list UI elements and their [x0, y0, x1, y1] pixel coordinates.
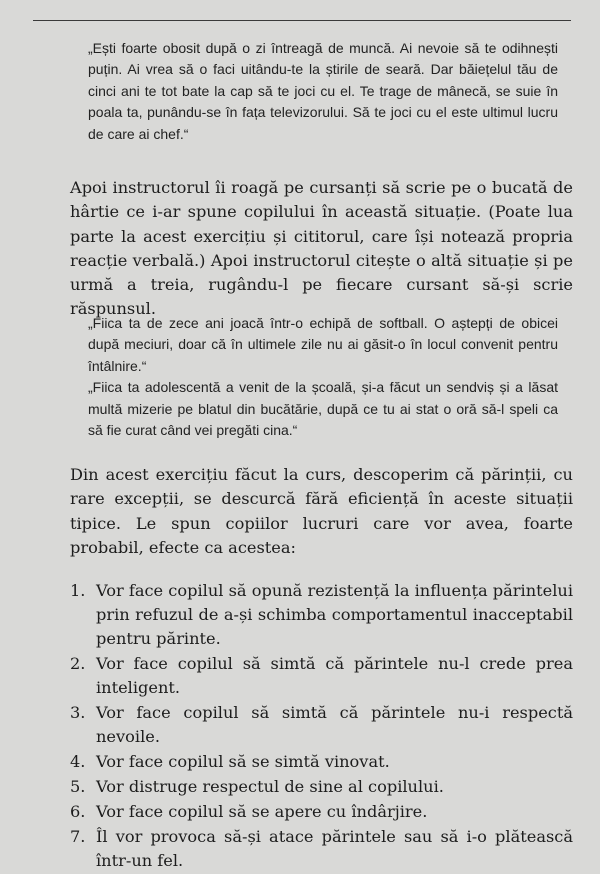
list-item — [70, 579, 573, 651]
list-item-number: 2. — [70, 654, 86, 673]
list-item — [70, 800, 573, 824]
list-item-number: 4. — [70, 752, 86, 771]
header-rule — [33, 20, 571, 21]
list-item-number: 7. — [70, 827, 86, 846]
list-item-number: 1. — [70, 581, 86, 600]
list-item-number: 5. — [70, 777, 86, 796]
paragraph-text: Din acest exercițiu făcut la curs, descoperim că părinții, cu rare excepții, se descurcă fără eficiență în aceste situații tipice. Le spun copiilor lucruri care vor avea, foarte probabil, efecte ca acestea: — [70, 465, 573, 557]
list-item-text: Vor face copilul să se simtă vinovat. — [96, 752, 390, 771]
list-item — [70, 652, 573, 700]
quote-block-situations — [88, 313, 558, 441]
quote-text-kitchen: „Fiica ta adolescentă a venit de la școală, și-a făcut un sendviș și a lăsat multă mizerie pe blatul din bucătărie, după ce tu ai stat o oră să-l speli ca să fie curat când vei pregăti cina.“ — [88, 379, 558, 439]
list-item — [70, 825, 573, 873]
list-item — [70, 701, 573, 749]
quote-block-tired-parent — [88, 38, 558, 145]
list-item-text: Vor face copilul să simtă că părintele nu-i respectă nevoile. — [96, 703, 573, 746]
quote-text-softball: „Fiica ta de zece ani joacă într-o echipă de softball. O aștepți de obicei după meciuri, doar că în ultimele zile nu ai găsit-o în locul convenit pentru întâlnire.“ — [88, 315, 558, 374]
list-item-text: Vor face copilul să opună rezistență la influența părintelui prin refuzul de a-și schimba comportamentul inacceptabil pentru părinte. — [96, 581, 573, 648]
list-item — [70, 750, 573, 774]
paragraph-text: Apoi instructorul îi roagă pe cursanți să scrie pe o bucată de hârtie ce i-ar spune copilului în această situație. (Poate lua parte la acest exercițiu și cititorul, care își notează propria reacție verbală.) Apoi instructorul citește o altă situație și pe urmă a treia, rugându-l pe fiecare cursant să-și scrie răspunsul. — [70, 178, 573, 319]
list-item-text: Vor face copilul să se apere cu îndârjire. — [96, 802, 428, 821]
body-paragraph-conclusion — [70, 463, 573, 560]
list-item-number: 6. — [70, 802, 86, 821]
list-item-text: Vor face copilul să simtă că părintele nu-l crede prea inteligent. — [96, 654, 573, 697]
list-item — [70, 775, 573, 799]
quote-text: „Ești foarte obosit după o zi întreagă de muncă. Ai nevoie să te odihnești puțin. Ai vrea să o faci uitându-te la știrile de seară. Dar băiețelul tău de cinci ani te tot bate la cap să te joci cu el. Te trage de mânecă, se suie în poala ta, punându-se în fața televizorului. Să te joci cu el este ultimul lucru de care ai chef.“ — [88, 40, 558, 142]
body-paragraph-instructor — [70, 176, 573, 322]
list-item-text: Îl vor provoca să-și atace părintele sau să i-o plătească într-un fel. — [96, 827, 573, 870]
effects-list — [70, 579, 573, 874]
list-item-number: 3. — [70, 703, 86, 722]
list-item-text: Vor distruge respectul de sine al copilului. — [96, 777, 444, 796]
